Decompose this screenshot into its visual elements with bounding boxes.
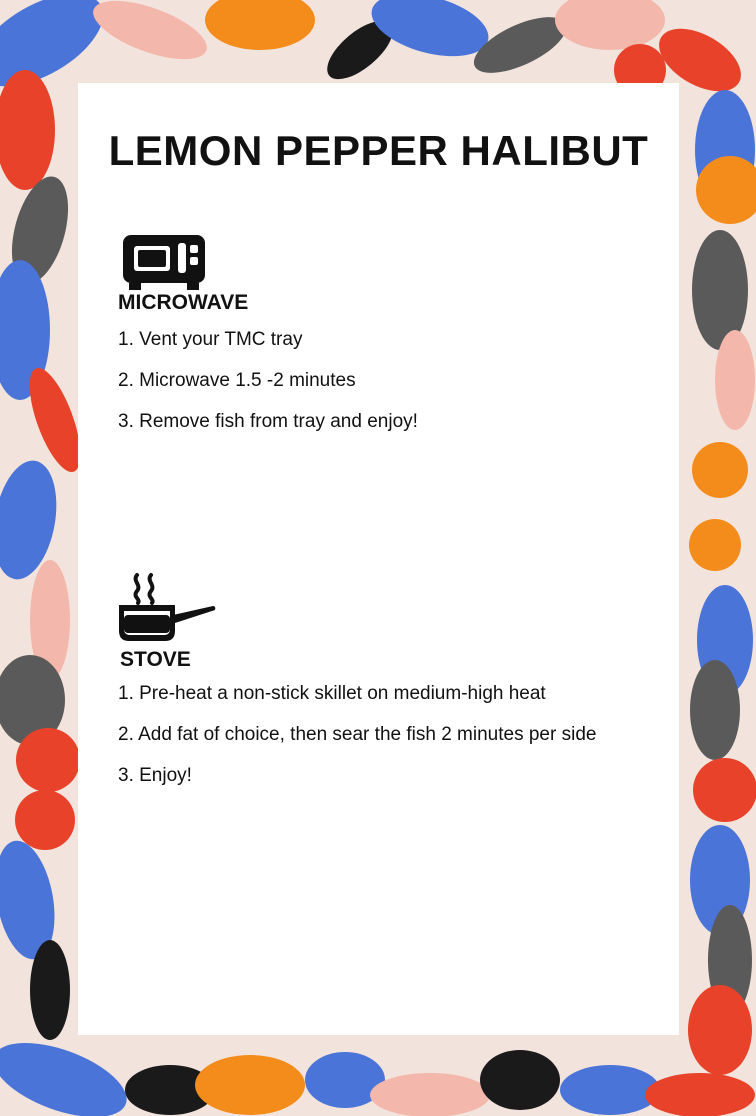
recipe-title: LEMON PEPPER HALIBUT [108, 127, 649, 174]
list-item: 3. Remove fish from tray and enjoy! [118, 411, 418, 432]
list-item: 1. Pre-heat a non-stick skillet on medium-high heat [118, 683, 546, 704]
list-item: 3. Enjoy! [118, 765, 192, 786]
stove-steps [118, 673, 648, 796]
list-item: 1. Vent your TMC tray [118, 329, 303, 350]
recipe-card [78, 83, 679, 1035]
microwave-icon [121, 233, 207, 291]
microwave-heading: MICROWAVE [118, 291, 249, 314]
microwave-steps [118, 319, 648, 442]
stove-heading: STOVE [120, 648, 191, 671]
list-item: 2. Microwave 1.5 -2 minutes [118, 370, 356, 391]
saucepan-icon [117, 571, 217, 643]
list-item: 2. Add fat of choice, then sear the fish 2 minutes per side [118, 724, 597, 745]
